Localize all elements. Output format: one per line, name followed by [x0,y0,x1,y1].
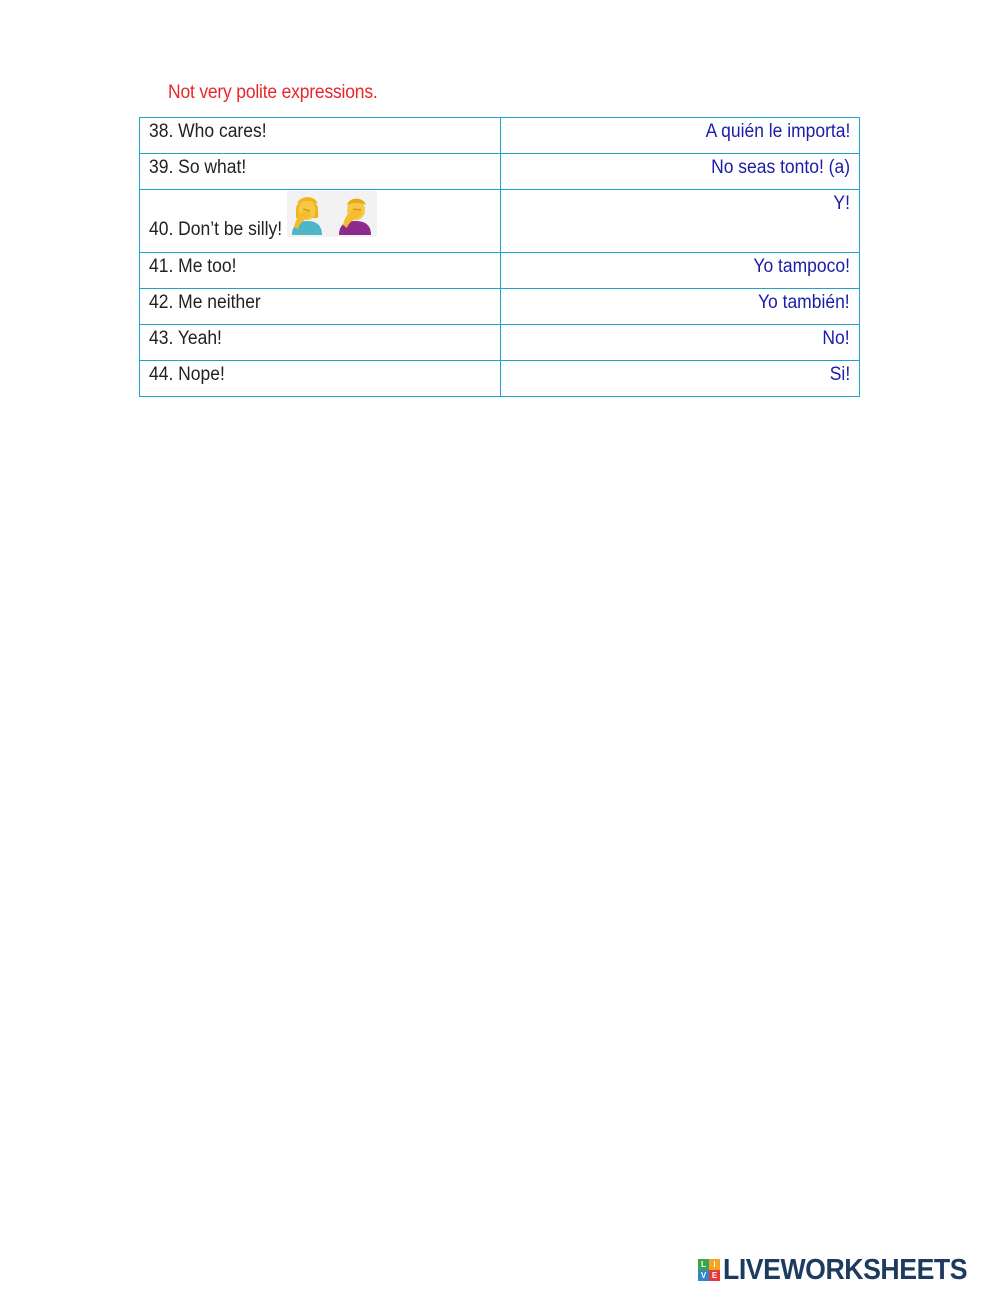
spanish-cell[interactable] [501,289,860,325]
spanish-cell[interactable] [501,118,860,154]
spanish-cell[interactable] [501,154,860,190]
spanish-cell[interactable] [501,253,860,289]
logo-text: LIVEWORKSHEETS [723,1253,968,1286]
table-row [140,289,860,325]
logo-mark-icon: L I V E [698,1259,720,1281]
table-row [140,361,860,397]
english-cell [140,190,501,253]
liveworksheets-logo [698,1255,988,1285]
english-phrase: 40. Don’t be silly! [149,219,283,240]
english-cell [140,154,501,190]
spanish-phrase: No! [822,328,850,349]
table-row [140,154,860,190]
spanish-cell[interactable] [501,361,860,397]
table-row [140,253,860,289]
section-heading: Not very polite expressions. [168,82,378,103]
english-cell [140,361,501,397]
facepalm-person-icon [335,191,375,235]
spanish-phrase: No seas tonto! (a) [711,157,850,178]
english-cell [140,289,501,325]
table-row [140,118,860,154]
spanish-cell[interactable] [501,190,860,253]
english-cell [140,253,501,289]
facepalm-woman-icon [289,191,325,235]
english-phrase: 43. Yeah! [149,328,222,349]
table-row [140,325,860,361]
english-phrase: 44. Nope! [149,364,225,385]
spanish-phrase: Si! [829,364,850,385]
english-phrase: 42. Me neither [149,292,261,313]
english-cell [140,325,501,361]
emoji-image [287,191,377,237]
spanish-phrase: A quién le importa! [705,121,850,142]
spanish-cell[interactable] [501,325,860,361]
spanish-phrase: Y! [833,193,850,214]
table-row [140,190,860,253]
expressions-table [139,117,860,397]
english-phrase: 39. So what! [149,157,247,178]
english-phrase: 38. Who cares! [149,121,267,142]
spanish-phrase: Yo tampoco! [753,256,850,277]
english-cell [140,118,501,154]
spanish-phrase: Yo también! [758,292,850,313]
english-phrase: 41. Me too! [149,256,237,277]
